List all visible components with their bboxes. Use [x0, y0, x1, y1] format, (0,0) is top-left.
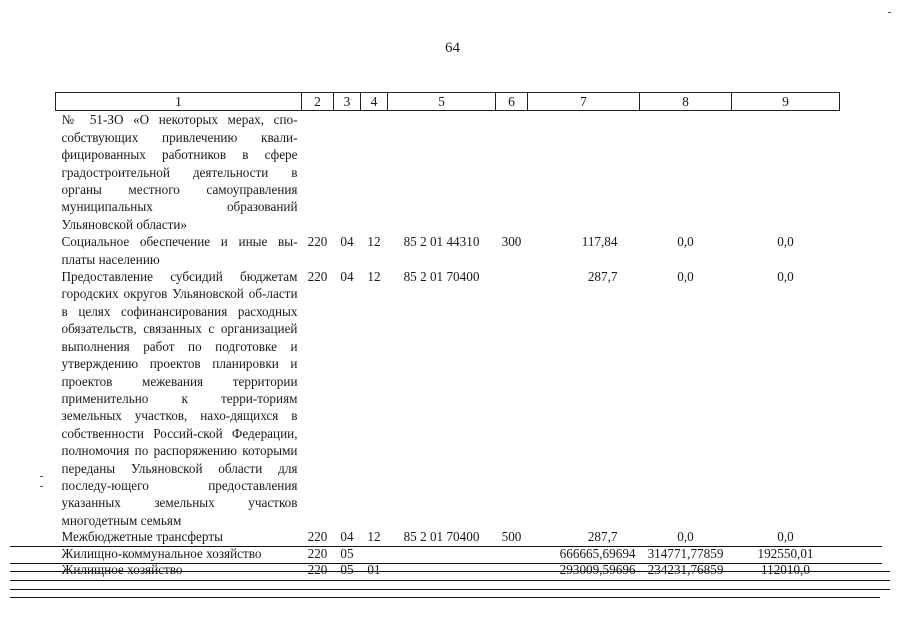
cell-amount-col7: 666665,69694: [559, 545, 636, 561]
cell-amount-col7: 293009,59696: [559, 562, 636, 578]
cell-section: 05: [340, 562, 354, 578]
cell-expense-type: [496, 111, 528, 233]
cell-amount-col8: 0,0: [677, 269, 694, 285]
cell-subsection: 12: [367, 269, 381, 285]
column-header: 8: [640, 93, 732, 111]
column-header: 1: [56, 93, 302, 111]
cell-amount-col9: [732, 111, 840, 233]
row-name: № 51-ЗО «О некоторых мерах, спо-собствующих привлечению квали-фицированных работников в сфере градостроительной деятельности в органы местного самоуправления муниципальных образований Ульяновской области»: [61, 112, 298, 232]
scan-speck: [40, 486, 43, 487]
column-header: 3: [334, 93, 361, 111]
cell-amount-col9: 112010,0: [761, 562, 810, 578]
rule-line: [10, 546, 882, 547]
cell-amount-col7: 287,7: [587, 529, 618, 545]
cell-subsection: [361, 546, 388, 563]
cell-target-article: 85 2 01 70400: [403, 269, 480, 285]
table-row: [56, 268, 840, 529]
cell-ministry: 220: [307, 269, 328, 285]
rule-line: [10, 597, 880, 598]
cell-amount-col9: 0,0: [777, 269, 794, 285]
row-name: Жилищное хозяйство: [61, 562, 183, 578]
cell-target-article: 85 2 01 44310: [403, 234, 480, 250]
page-number: 64: [445, 40, 460, 56]
table-row: [56, 529, 840, 546]
cell-subsection: [361, 111, 388, 233]
cell-amount-col8: 0,0: [677, 529, 694, 545]
scan-speck: [888, 12, 891, 13]
cell-subsection: 12: [367, 234, 381, 250]
table-row: [56, 233, 840, 268]
cell-ministry: [302, 111, 334, 233]
rule-line: [10, 580, 890, 581]
cell-amount-col8: [640, 111, 732, 233]
row-name: Предоставление субсидий бюджетам городских округов Ульяновской об-ласти в целях софинансирования расходных обязательств, связанных с организацией выполнения работ по подготовке и утверждению проектов планировки и проектов межевания территории применительно к терри-ториям земельных участков, нахо-дящихся в собственности Россий-ской Федерации, полномочия по распоряжению которыми переданы Ульяновской области для последу-ющего предоставления указанных земельных участков многодетным семьям: [61, 269, 298, 528]
column-header: 2: [302, 93, 334, 111]
cell-amount-col9: 0,0: [777, 529, 794, 545]
cell-amount-col8: 0,0: [677, 234, 694, 250]
cell-amount-col9: 0,0: [777, 234, 794, 250]
cell-expense-type: 500: [501, 529, 522, 545]
row-name: Социальное обеспечение и иные вы-платы населению: [61, 234, 298, 267]
cell-amount-col9: 192550,01: [757, 545, 814, 561]
cell-expense-type: [496, 546, 528, 563]
cell-section: 04: [340, 234, 354, 250]
cell-target-article: [388, 111, 496, 233]
column-header: 6: [496, 93, 528, 111]
column-header: 5: [388, 93, 496, 111]
cell-section: [334, 111, 361, 233]
rule-line: [10, 571, 890, 572]
cell-ministry: 220: [307, 545, 328, 561]
rule-line: [10, 563, 882, 564]
table-row: [56, 546, 840, 563]
cell-amount-col8: 314771,77859: [647, 545, 724, 561]
cell-target-article: 85 2 01 70400: [403, 529, 480, 545]
cell-subsection: 12: [367, 529, 381, 545]
budget-table: [55, 92, 840, 579]
rule-line: [10, 589, 890, 590]
cell-amount-col7: [528, 111, 640, 233]
header-row: [56, 93, 840, 111]
cell-expense-type: [496, 268, 528, 529]
row-name: Жилищно-коммунальное хозяйство: [61, 545, 262, 561]
cell-amount-col7: 287,7: [587, 269, 618, 285]
column-header: 7: [528, 93, 640, 111]
cell-target-article: [388, 546, 496, 563]
cell-section: 04: [340, 529, 354, 545]
cell-ministry: 220: [307, 529, 328, 545]
cell-ministry: 220: [307, 562, 328, 578]
cell-amount-col7: 117,84: [581, 234, 618, 250]
scan-speck: [40, 476, 43, 477]
column-header: 9: [732, 93, 840, 111]
cell-subsection: 01: [367, 562, 381, 578]
table-row: [56, 111, 840, 233]
row-name: Межбюджетные трансферты: [61, 529, 223, 545]
cell-section: 04: [340, 269, 354, 285]
column-header: 4: [361, 93, 388, 111]
cell-section: 05: [340, 545, 354, 561]
cell-amount-col8: 234231,76859: [647, 562, 724, 578]
cell-expense-type: 300: [501, 234, 522, 250]
cell-ministry: 220: [307, 234, 328, 250]
